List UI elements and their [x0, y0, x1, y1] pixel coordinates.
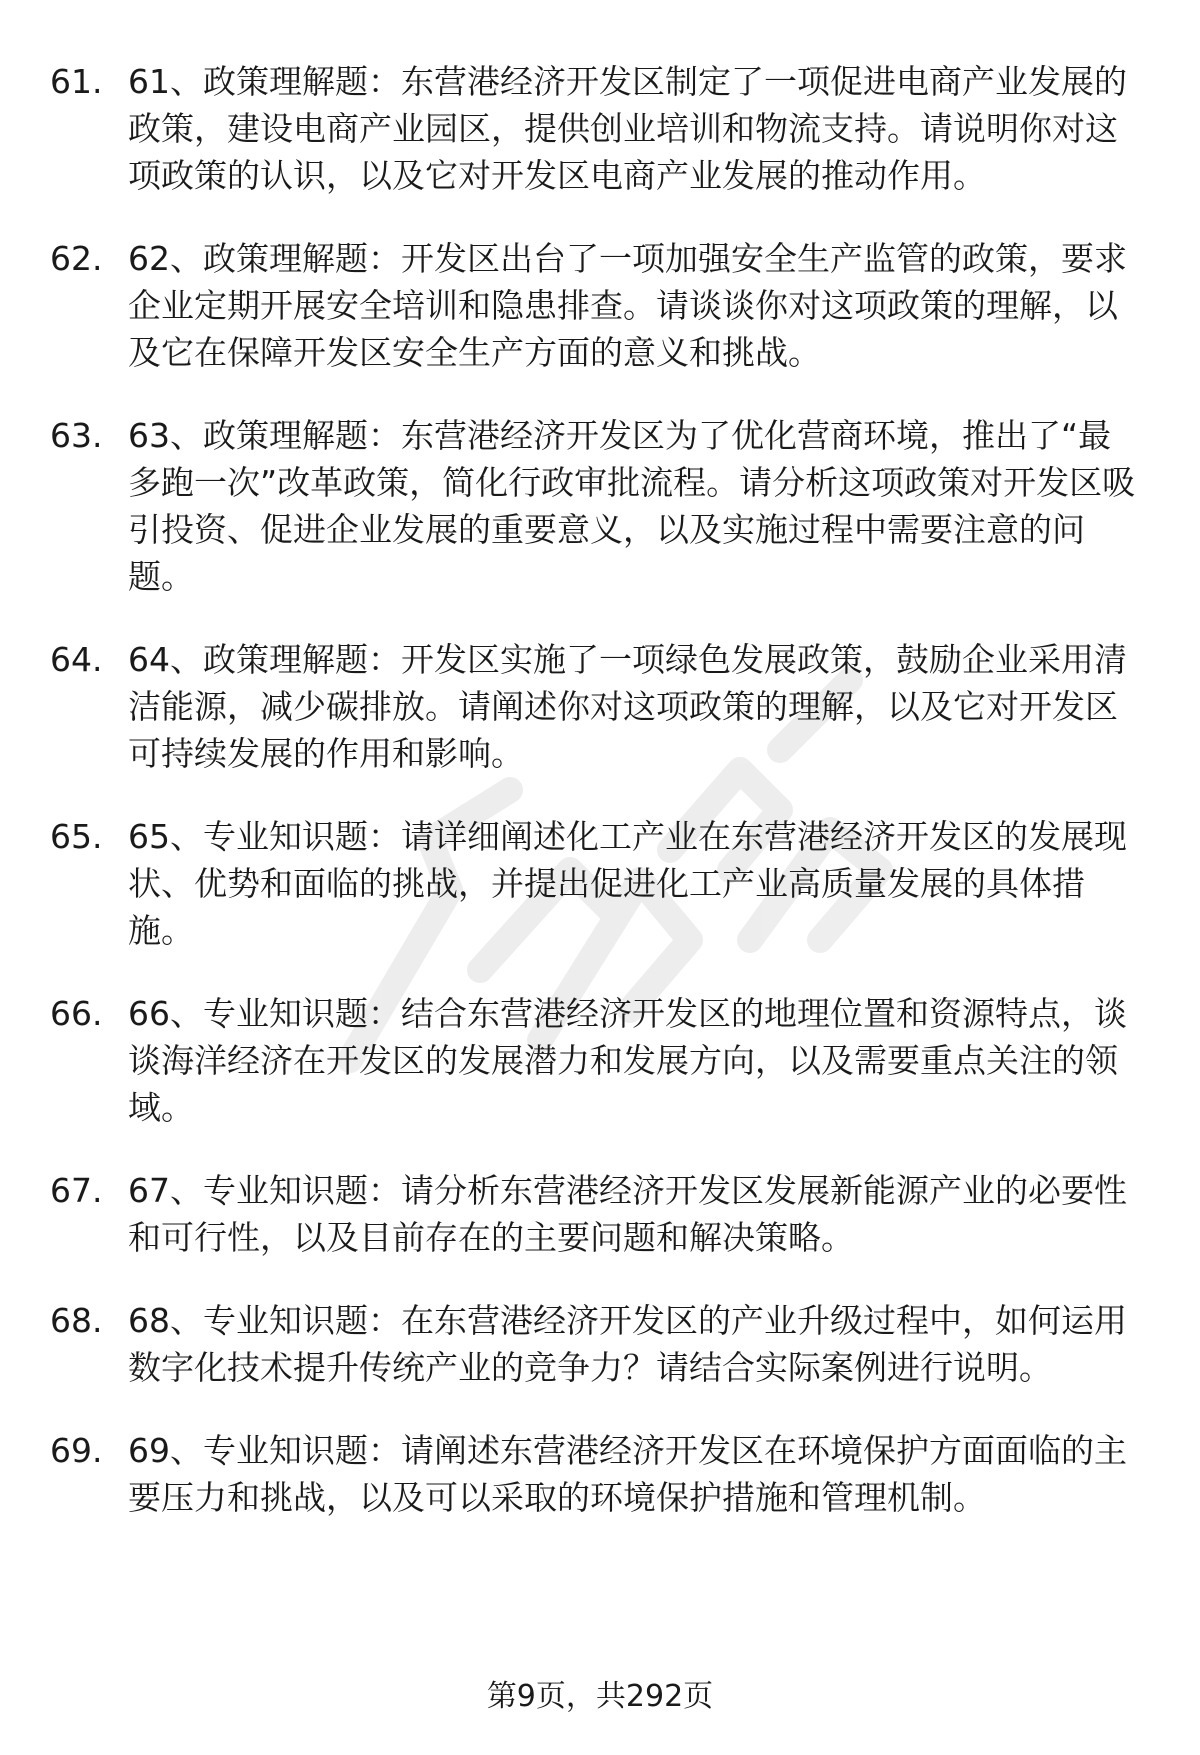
question-item-65 — [50, 813, 1150, 954]
question-number: 68. — [50, 1301, 103, 1340]
question-number: 67. — [50, 1171, 103, 1210]
question-text: 64、政策理解题：开发区实施了一项绿色发展政策，鼓励企业采用清洁能源，减少碳排放。请阐述你对这项政策的理解，以及它对开发区可持续发展的作用和影响。 — [128, 640, 1127, 773]
question-item-66 — [50, 990, 1150, 1131]
question-text: 65、专业知识题：请详细阐述化工产业在东营港经济开发区的发展现状、优势和面临的挑战，并提出促进化工产业高质量发展的具体措施。 — [128, 817, 1127, 950]
question-item-69 — [50, 1427, 1150, 1521]
question-text: 68、专业知识题：在东营港经济开发区的产业升级过程中，如何运用数字化技术提升传统产业的竞争力？请结合实际案例进行说明。 — [128, 1301, 1127, 1387]
question-number: 66. — [50, 994, 103, 1033]
question-number: 62. — [50, 239, 103, 278]
question-number: 69. — [50, 1431, 103, 1470]
question-item-62 — [50, 235, 1150, 376]
question-item-68 — [50, 1297, 1150, 1391]
question-item-64 — [50, 636, 1150, 777]
question-list — [50, 58, 1150, 1557]
question-text: 69、专业知识题：请阐述东营港经济开发区在环境保护方面面临的主要压力和挑战，以及可以采取的环境保护措施和管理机制。 — [128, 1431, 1127, 1517]
question-number: 64. — [50, 640, 103, 679]
question-text: 61、政策理解题：东营港经济开发区制定了一项促进电商产业发展的政策，建设电商产业园区，提供创业培训和物流支持。请说明你对这项政策的认识，以及它对开发区电商产业发展的推动作用。 — [128, 62, 1127, 195]
question-number: 65. — [50, 817, 103, 856]
question-text: 63、政策理解题：东营港经济开发区为了优化营商环境，推出了“最多跑一次”改革政策，简化行政审批流程。请分析这项政策对开发区吸引投资、促进企业发展的重要意义，以及实施过程中需要注意的问题。 — [128, 416, 1136, 596]
question-item-63 — [50, 412, 1150, 600]
question-text: 67、专业知识题：请分析东营港经济开发区发展新能源产业的必要性和可行性，以及目前存在的主要问题和解决策略。 — [128, 1171, 1127, 1257]
question-item-61 — [50, 58, 1150, 199]
question-number: 61. — [50, 62, 103, 101]
page-number-footer: 第9页，共292页 — [486, 1679, 714, 1714]
question-number: 63. — [50, 416, 103, 455]
question-text: 62、政策理解题：开发区出台了一项加强安全生产监管的政策，要求企业定期开展安全培训和隐患排查。请谈谈你对这项政策的理解，以及它在保障开发区安全生产方面的意义和挑战。 — [128, 239, 1127, 372]
question-text: 66、专业知识题：结合东营港经济开发区的地理位置和资源特点，谈谈海洋经济在开发区的发展潜力和发展方向，以及需要重点关注的领域。 — [128, 994, 1127, 1127]
question-item-67 — [50, 1167, 1150, 1261]
